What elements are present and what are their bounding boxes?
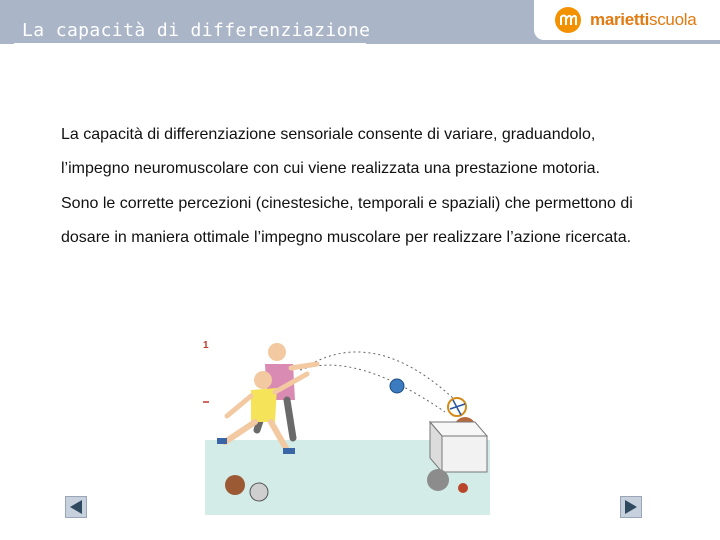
previous-slide-button[interactable]: [65, 496, 87, 518]
grey-ball: [427, 469, 449, 491]
next-slide-button[interactable]: [620, 496, 642, 518]
soccer-ball: [250, 483, 268, 501]
paragraph-2: Sono le corrette percezioni (cinestesiche, temporali e spaziali) che permettono di dosare in maniera ottimale l’impegno muscolare per realizzare l’azione ricercata.: [61, 194, 633, 247]
triangle-right-icon: [623, 499, 639, 515]
page-title: La capacità di differenziazione: [22, 20, 371, 41]
title-underline: [14, 43, 366, 45]
triangle-left-icon: [68, 499, 84, 515]
brand-name-bold: marietti: [590, 10, 650, 29]
ball-trajectory-upper: [315, 352, 455, 400]
main-text: [61, 118, 641, 256]
brown-ball: [225, 475, 245, 495]
illustration-number: 1: [203, 340, 209, 351]
paragraph-1: [61, 118, 641, 187]
ball-throwing-illustration: [195, 330, 495, 515]
marietti-logo-icon: [555, 7, 581, 33]
ball-trajectory-lower: [300, 365, 445, 412]
brand-name-light: scuola: [649, 10, 697, 29]
small-red-ball: [458, 483, 468, 493]
paragraph-1-lead: La capacità di differenziazione sensoriale: [61, 126, 354, 143]
box-front: [442, 436, 487, 472]
brand-name: [590, 10, 696, 30]
paragraph-1-rest: consente di variare, graduandolo, l’impegno neuromuscolare con cui viene realizzata una prestazione motoria.: [61, 126, 600, 178]
blue-ball: [390, 379, 404, 393]
